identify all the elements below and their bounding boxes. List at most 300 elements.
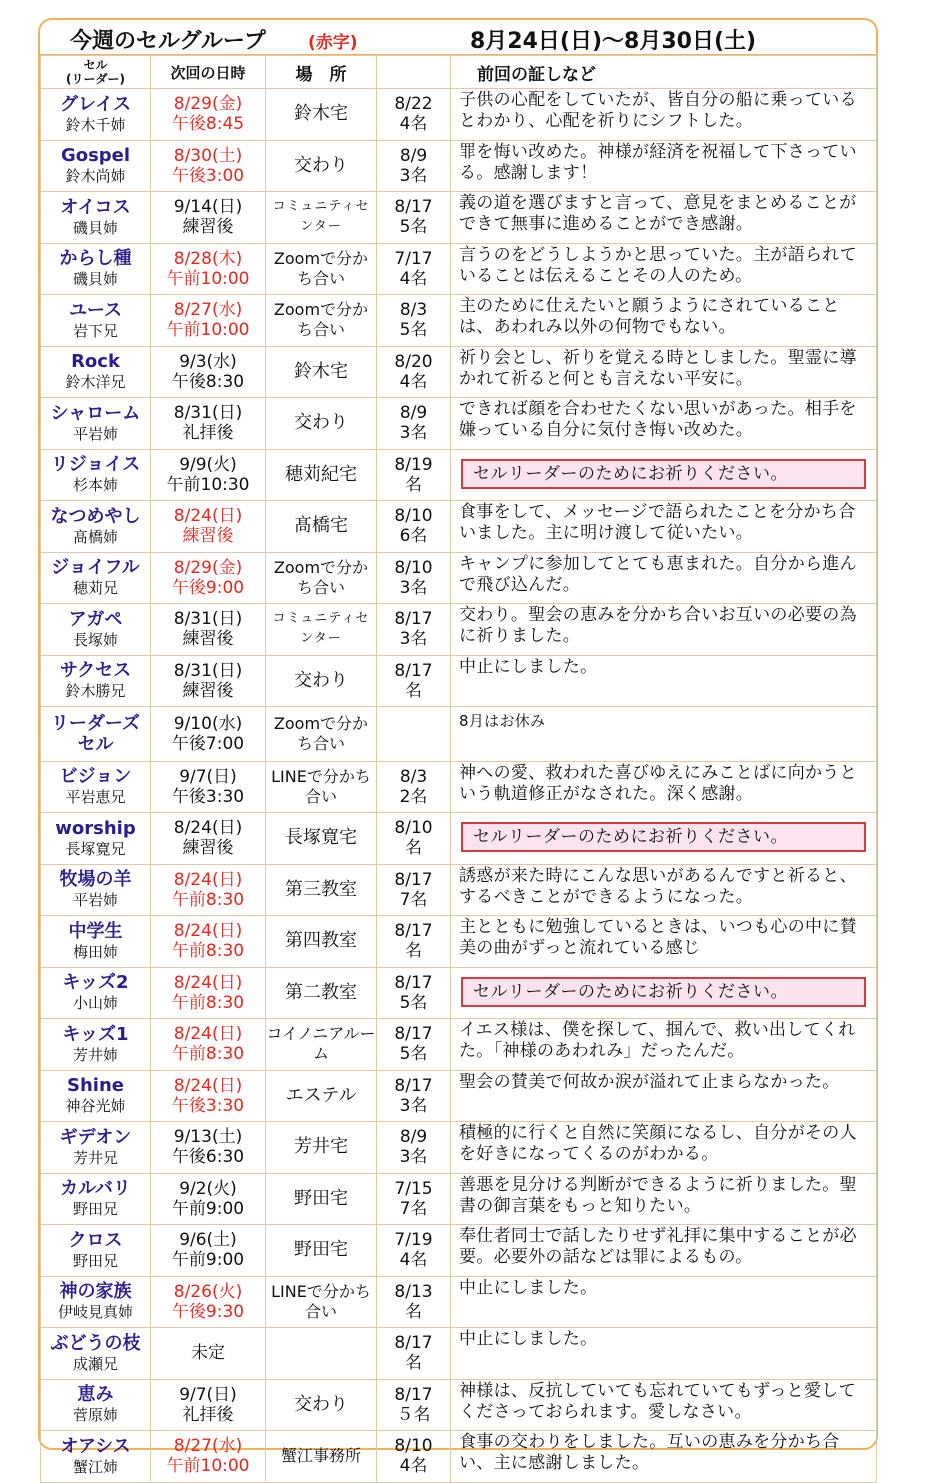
last-date: 8/17 (394, 921, 433, 942)
attendance: ５名 (396, 1404, 431, 1425)
testimony-text: 食事をして、メッセージで語られたことを分かち合いました。主に明け渡して従いたい。 (459, 502, 856, 543)
group-name: クロス (68, 1229, 123, 1251)
date-cell (151, 655, 266, 707)
table-row (41, 346, 877, 398)
testimony-text: 主とともに勉強しているときは、いつも心の中に賛美の曲がずっと流れている感じ (459, 917, 857, 958)
notes-cell (451, 398, 877, 450)
last-date: 8/9 (399, 403, 428, 424)
group-cell (41, 243, 151, 295)
attendance: 3名 (399, 629, 428, 650)
testimony-text: 神への愛、救われた喜びゆえにみことばに向かうという軌道修正がなされた。深く感謝。 (459, 762, 857, 804)
group-cell (41, 1122, 151, 1174)
group-name: ユース (68, 299, 123, 321)
count-cell (377, 1379, 451, 1431)
count-cell (377, 449, 451, 501)
leader-name: 蟹江姉 (72, 1457, 118, 1476)
notes-cell (451, 864, 877, 916)
place-cell (266, 501, 377, 553)
table-row (41, 552, 877, 604)
notes-cell (451, 243, 877, 295)
next-time: 礼拝後 (182, 423, 234, 444)
next-date: 8/27(水) (173, 300, 243, 321)
group-name: シャローム (50, 402, 141, 424)
next-time: 午後3:30 (171, 786, 245, 807)
meeting-place: 蟹江事務所 (280, 1446, 361, 1466)
notes-cell (451, 449, 877, 501)
leader-name: 鈴木尚姉 (65, 167, 126, 186)
place-cell (266, 655, 377, 707)
place-cell (266, 967, 377, 1019)
testimony-text: 8月はお休み (459, 712, 546, 730)
next-time: 練習後 (182, 838, 234, 859)
table-row (41, 967, 877, 1019)
attendance: 6名 (399, 526, 428, 547)
meeting-place: 交わり (294, 154, 348, 176)
attendance: 名 (405, 941, 422, 962)
next-date: 8/24(日) (173, 921, 243, 942)
date-cell (151, 295, 266, 347)
place-cell (266, 1019, 377, 1071)
next-date: 8/28(木) (173, 248, 243, 269)
meeting-place: Zoomで分かち合い (273, 248, 369, 288)
notes-cell (451, 813, 877, 865)
attendance: 4名 (399, 1250, 428, 1271)
count-cell (377, 655, 451, 707)
testimony-text: 食事の交わりをしました。互いの恵みを分かち合い、主に感謝しました。 (459, 1432, 840, 1473)
group-cell (41, 192, 151, 244)
count-cell (377, 1431, 451, 1483)
count-cell (377, 1122, 451, 1174)
last-date: 8/17 (394, 869, 433, 890)
testimony-text: 誘惑が来た時にこんな思いがあるんですと祈ると、するべきことができるようになった。 (459, 865, 857, 907)
group-cell (41, 398, 151, 450)
date-cell (151, 1328, 266, 1380)
date-cell (151, 1431, 266, 1483)
next-time: 練習後 (182, 217, 234, 238)
place-cell (266, 346, 377, 398)
date-cell (151, 967, 266, 1019)
next-date: 8/29(金) (173, 94, 243, 115)
notes-cell (451, 761, 877, 813)
count-cell (377, 813, 451, 865)
testimony-text: 積極的に行くと自然に笑顔になるし、自分がその人を好きになってくるのがわかる。 (459, 1123, 857, 1164)
leader-name: 磯貝姉 (72, 218, 118, 237)
group-cell (41, 1276, 151, 1328)
table-row (41, 1225, 877, 1277)
meeting-place: 野田宅 (294, 1239, 348, 1261)
attendance: 名 (405, 1353, 422, 1374)
page-title: 今週のセルグループ (70, 29, 266, 54)
attendance: 5名 (399, 320, 428, 341)
group-name: オアシス (60, 1435, 131, 1457)
date-cell (151, 346, 266, 398)
next-date: 9/9(火) (179, 454, 237, 475)
testimony-text: キャンプに参加してとても恵まれた。自分から進んで飛び込んだ。 (459, 553, 857, 595)
attendance: 4名 (399, 1456, 428, 1477)
testimony-text: 中止にしました。 (459, 1329, 598, 1349)
count-cell (377, 761, 451, 813)
attendance: 名 (405, 1301, 422, 1322)
count-cell (377, 864, 451, 916)
notes-cell (451, 604, 877, 656)
table-row (41, 140, 877, 192)
prayer-request-box: セルリーダーのためにお祈りください。 (461, 977, 866, 1007)
place-cell (266, 1276, 377, 1328)
last-date: 8/9 (399, 145, 428, 166)
last-date: 8/10 (394, 818, 433, 839)
attendance: 名 (405, 838, 422, 859)
last-date: 8/10 (394, 557, 433, 578)
notes-cell (451, 1276, 877, 1328)
group-name: ギデオン (59, 1126, 132, 1148)
notes-cell (451, 707, 877, 762)
meeting-place: Zoomで分かち合い (273, 713, 369, 753)
notes-cell (451, 295, 877, 347)
meeting-place: 鈴木宅 (294, 360, 348, 382)
notes-cell (451, 1070, 877, 1122)
leader-name: 神谷光姉 (65, 1097, 126, 1116)
attendance: 4名 (399, 268, 428, 289)
testimony-text: 祈り会とし、祈りを覚える時としました。聖霊に導かれて祈ると何とも言えない平安に。 (459, 347, 857, 389)
group-cell (41, 140, 151, 192)
meeting-place: コミュニティセンター (272, 199, 370, 235)
next-date: 9/2(火) (179, 1178, 237, 1199)
date-cell (151, 1276, 266, 1328)
place-cell (266, 1328, 377, 1380)
meeting-place: Zoomで分かち合い (273, 557, 369, 597)
group-name: リジョイス (50, 454, 141, 476)
leader-name: 野田兄 (72, 1200, 118, 1219)
notes-cell (451, 1431, 877, 1483)
next-date: 9/3(水) (179, 351, 237, 372)
meeting-place: 野田宅 (294, 1187, 348, 1209)
header-notes: 前回の証しなど (451, 56, 877, 89)
attendance: 3名 (399, 577, 428, 598)
date-cell (151, 813, 266, 865)
table-row (41, 1173, 877, 1225)
testimony-text: 主のために仕えたいと願うようにされていることは、あわれみ以外の何物でもない。 (459, 296, 840, 337)
group-cell (41, 295, 151, 347)
group-name: 神の家族 (59, 1281, 132, 1303)
next-date: 未定 (191, 1343, 225, 1364)
last-date: 7/15 (394, 1178, 433, 1199)
date-cell (151, 398, 266, 450)
attendance: 5名 (399, 992, 428, 1013)
last-date: 7/17 (394, 248, 433, 269)
leader-name: 長塚姉 (72, 630, 118, 649)
next-time: 午前10:00 (166, 268, 250, 289)
next-date: 8/27(水) (173, 1436, 243, 1457)
table-row (41, 707, 877, 762)
place-cell (266, 916, 377, 968)
group-cell (41, 346, 151, 398)
leader-name: 小山姉 (72, 994, 118, 1013)
count-cell (377, 916, 451, 968)
next-time: 午後9:00 (171, 577, 245, 598)
group-name: リーダーズ (50, 712, 141, 734)
next-date: 8/24(日) (173, 1075, 243, 1096)
meeting-place: 第四教室 (285, 930, 357, 952)
last-date: 8/9 (399, 1127, 428, 1148)
group-name: ぶどうの枝 (50, 1332, 141, 1354)
date-cell (151, 604, 266, 656)
place-cell (266, 243, 377, 295)
date-cell (151, 1019, 266, 1071)
count-cell (377, 1070, 451, 1122)
group-cell (41, 1225, 151, 1277)
meeting-place: エステル (285, 1084, 357, 1106)
next-date: 8/24(日) (173, 1024, 243, 1045)
schedule-frame (38, 18, 878, 1477)
place-cell (266, 604, 377, 656)
testimony-text: 中止にしました。 (459, 656, 598, 677)
next-time: 午後8:30 (171, 371, 245, 392)
last-date: 8/20 (394, 351, 433, 372)
count-cell (377, 604, 451, 656)
leader-name: 穂苅兄 (72, 579, 118, 598)
date-cell (151, 1379, 266, 1431)
attendance: 3名 (399, 1147, 428, 1168)
place-cell (266, 1431, 377, 1483)
count-cell (377, 140, 451, 192)
last-date: 8/17 (394, 1384, 433, 1405)
table-row (41, 89, 877, 141)
testimony-text: イエス様は、僕を探して、掴んで、救い出してくれた。「神様のあわれみ」だったんだ。 (459, 1020, 856, 1061)
table-row (41, 192, 877, 244)
table-header-row (41, 56, 877, 89)
next-time: 午後3:30 (171, 1095, 245, 1116)
date-cell (151, 140, 266, 192)
meeting-place: 髙橋宅 (294, 515, 348, 537)
group-cell (41, 1431, 151, 1483)
notes-cell (451, 967, 877, 1019)
group-name: 牧場の羊 (59, 869, 132, 891)
date-cell (151, 1173, 266, 1225)
next-time: 午後9:30 (171, 1301, 245, 1322)
place-cell (266, 398, 377, 450)
last-date: 8/13 (394, 1281, 433, 1302)
group-name: サクセス (59, 660, 132, 682)
leader-name: 菅原姉 (72, 1406, 118, 1425)
date-range: 8月24日(日)〜8月30日(土) (470, 29, 757, 54)
testimony-text: 奉仕者同士で話したりせず礼拝に集中することが必要。必要外の話などは罪によるもの。 (459, 1226, 857, 1267)
place-cell (266, 1225, 377, 1277)
group-cell (41, 1328, 151, 1380)
group-name: Gospel (60, 145, 131, 167)
group-name: Shine (67, 1075, 124, 1097)
next-time: 午前10:00 (166, 1456, 250, 1477)
place-cell (266, 761, 377, 813)
attendance: 7名 (399, 889, 428, 910)
place-cell (266, 1122, 377, 1174)
next-date: 8/31(日) (173, 609, 243, 630)
table-row (41, 243, 877, 295)
next-time: 午前8:30 (171, 992, 245, 1013)
count-cell (377, 243, 451, 295)
next-time: 午後6:30 (171, 1147, 245, 1168)
next-time: 練習後 (182, 526, 234, 547)
meeting-place: LINEで分かち合い (271, 766, 371, 806)
date-cell (151, 552, 266, 604)
meeting-place: 芳井宅 (294, 1136, 348, 1158)
next-date: 8/29(金) (173, 557, 243, 578)
group-cell (41, 655, 151, 707)
notes-cell (451, 655, 877, 707)
last-date: 8/17 (394, 1333, 433, 1354)
leader-name: 鈴木千姉 (65, 115, 126, 134)
next-date: 9/7(日) (179, 766, 237, 787)
group-name-line2: セル (77, 733, 114, 755)
group-name: キッズ1 (62, 1023, 129, 1045)
next-date: 8/31(日) (173, 403, 243, 424)
leader-name: 芳井兄 (72, 1148, 118, 1167)
date-cell (151, 89, 266, 141)
header-count (377, 56, 451, 89)
cell-group-table (40, 55, 877, 1483)
meeting-place: コイノニアルーム (266, 1024, 376, 1064)
table-row (41, 449, 877, 501)
count-cell (377, 1019, 451, 1071)
next-date: 9/13(土) (173, 1127, 243, 1148)
place-cell (266, 813, 377, 865)
place-cell (266, 1379, 377, 1431)
attendance: 名 (405, 680, 422, 701)
next-time: 午後7:00 (171, 733, 245, 754)
leader-name: 鈴木洋兄 (65, 373, 126, 392)
place-cell (266, 864, 377, 916)
table-row (41, 1431, 877, 1483)
leader-name: 鈴木勝兄 (65, 682, 126, 701)
group-name: ビジョン (59, 766, 132, 788)
table-row (41, 864, 877, 916)
group-cell (41, 449, 151, 501)
date-cell (151, 501, 266, 553)
group-name: グレイス (60, 93, 131, 115)
next-time: 午前8:30 (171, 1044, 245, 1065)
attendance: 4名 (399, 114, 428, 135)
notes-cell (451, 1019, 877, 1071)
date-cell (151, 1070, 266, 1122)
meeting-place: 交わり (294, 1393, 348, 1415)
group-name: ジョイフル (51, 557, 140, 579)
leader-name: 長塚寛兄 (65, 839, 126, 858)
group-cell (41, 707, 151, 762)
count-cell (377, 501, 451, 553)
next-date: 8/24(日) (173, 506, 243, 527)
next-date: 9/7(日) (179, 1384, 237, 1405)
header-place: 場 所 (266, 56, 377, 89)
place-cell (266, 707, 377, 762)
prayer-request-box: セルリーダーのためにお祈りください。 (461, 822, 866, 852)
table-row (41, 1328, 877, 1380)
leader-name: 岩下兄 (72, 321, 118, 340)
count-cell (377, 192, 451, 244)
testimony-text: 義の道を選びますと言って、意見をまとめることができて無事に進めることができ感謝。 (459, 193, 857, 234)
table-body (41, 89, 877, 1483)
next-date: 9/10(水) (173, 713, 243, 734)
leader-name: 磯貝姉 (72, 270, 118, 289)
next-time: 午前10:30 (166, 474, 250, 495)
testimony-text: できれば顔を合わせたくない思いがあった。相手を嫌っている自分に気付き悔い改めた。 (459, 399, 857, 440)
group-cell (41, 501, 151, 553)
testimony-text: 罪を悔い改めた。神様が経済を祝福して下さっている。感謝します！ (459, 141, 857, 183)
group-cell (41, 916, 151, 968)
next-time: 礼拝後 (182, 1404, 234, 1425)
count-cell (377, 1328, 451, 1380)
date-cell (151, 1122, 266, 1174)
next-time: 午前9:00 (171, 1198, 245, 1219)
attendance: 4名 (399, 371, 428, 392)
group-cell (41, 1173, 151, 1225)
meeting-place: 交わり (294, 669, 348, 691)
group-name: キッズ2 (62, 972, 129, 994)
date-cell (151, 707, 266, 762)
next-time: 練習後 (182, 629, 234, 650)
group-cell (41, 864, 151, 916)
date-cell (151, 864, 266, 916)
meeting-place: LINEで分かち合い (271, 1281, 371, 1321)
notes-cell (451, 192, 877, 244)
testimony-text: 聖会の賛美で何故か涙が溢れて止まらなかった。 (459, 1071, 840, 1092)
testimony-text: 善悪を見分ける判断ができるように祈りました。聖書の御言葉をもっと知りたい。 (459, 1174, 857, 1216)
notes-cell (451, 1379, 877, 1431)
count-cell (377, 1173, 451, 1225)
notes-cell (451, 1173, 877, 1225)
count-cell (377, 1225, 451, 1277)
count-cell (377, 967, 451, 1019)
date-cell (151, 243, 266, 295)
header-leader: セル (リーダー) (41, 56, 151, 89)
last-date: 8/22 (394, 94, 433, 115)
next-date: 8/24(日) (173, 972, 243, 993)
title-note: (赤字) (308, 33, 358, 53)
header-next-date: 次回の日時 (151, 56, 266, 89)
table-row (41, 1276, 877, 1328)
table-row (41, 295, 877, 347)
table-row (41, 501, 877, 553)
count-cell (377, 707, 451, 762)
count-cell (377, 398, 451, 450)
next-date: 8/26(火) (173, 1281, 243, 1302)
table-row (41, 1379, 877, 1431)
last-date: 8/3 (399, 766, 428, 787)
group-cell (41, 1019, 151, 1071)
table-row (41, 1019, 877, 1071)
meeting-place: 第三教室 (285, 878, 357, 900)
notes-cell (451, 501, 877, 553)
count-cell (377, 89, 451, 141)
group-name: アガペ (68, 608, 123, 630)
count-cell (377, 346, 451, 398)
table-row (41, 655, 877, 707)
group-name: 恵み (77, 1384, 114, 1406)
testimony-text: 中止にしました。 (459, 1277, 598, 1298)
group-name: からし種 (59, 248, 132, 270)
meeting-place: Zoomで分かち合い (273, 300, 369, 340)
last-date: 8/17 (394, 1024, 433, 1045)
leader-name: 平岩恵兄 (65, 788, 126, 807)
last-date: 8/17 (394, 197, 433, 218)
next-date: 9/6(土) (179, 1230, 237, 1251)
table-row (41, 761, 877, 813)
next-date: 9/14(日) (173, 197, 243, 218)
group-cell (41, 1070, 151, 1122)
testimony-text: 言うのをどうしようかと思っていた。主が語られていることは伝えることその人のため。 (459, 244, 857, 286)
leader-name: 梅田姉 (72, 942, 118, 961)
group-cell (41, 552, 151, 604)
group-cell (41, 967, 151, 1019)
last-date: 8/19 (394, 454, 433, 475)
